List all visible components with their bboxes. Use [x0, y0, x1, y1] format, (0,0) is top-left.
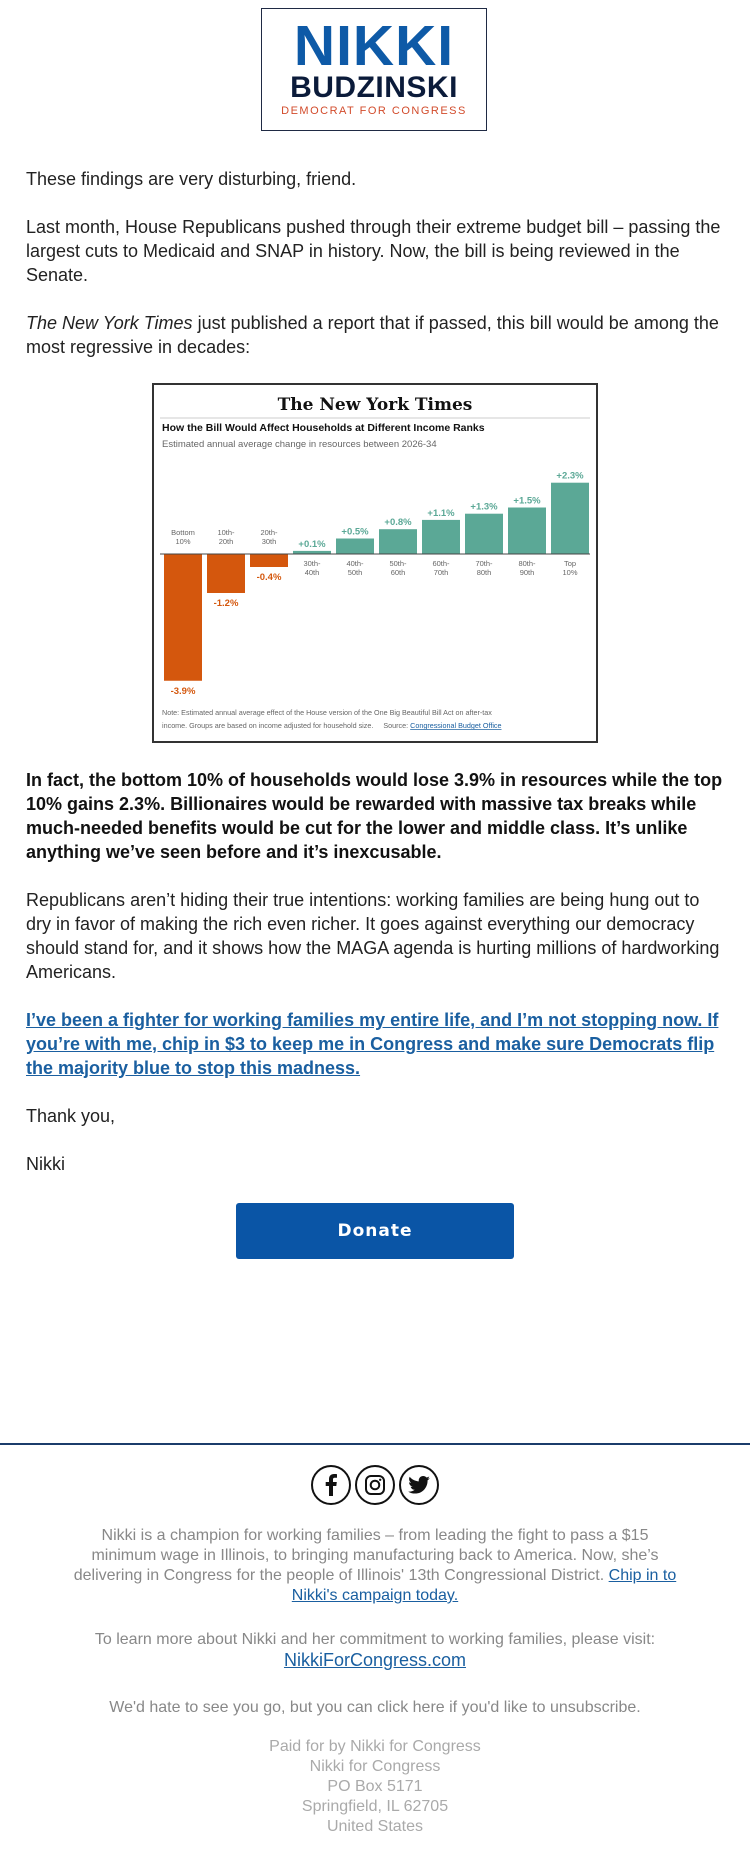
nyt-chart — [152, 383, 598, 743]
bar-5 — [336, 539, 374, 555]
footer-po-box: PO Box 5171 — [327, 1778, 423, 1795]
category-label-3: 20th-30th — [260, 528, 278, 546]
bar-6 — [379, 529, 417, 554]
logo-tagline: DEMOCRAT FOR CONGRESS — [281, 105, 467, 117]
bar-2 — [207, 554, 245, 593]
footer-city: Springfield, IL 62705 — [301, 1798, 449, 1815]
logo-last-name: BUDZINSKI — [290, 71, 458, 104]
chip-in-link[interactable]: I’ve been a fighter for working families my entire life, and I’m not stopping now. If you’re with me, chip in $3 to keep me in Congress and make sure Democrats flip the majority blue to stop this madness. — [26, 1010, 719, 1078]
nyt-name: The New York Times — [26, 313, 193, 333]
paragraph-signature: Nikki — [26, 1154, 65, 1174]
paragraph-chip-in — [26, 1008, 726, 1080]
category-label-1: Bottom 10% — [171, 528, 195, 546]
chart-note-line2-text: income. Groups are based on income adjusted for household size. — [162, 721, 374, 730]
campaign-logo — [261, 8, 487, 131]
bar-7 — [422, 520, 460, 554]
footer-disclaimer — [70, 1737, 680, 1837]
category-label-10: Top 10% — [562, 559, 578, 577]
footer-learn-more — [70, 1630, 680, 1672]
footer-unsubscribe[interactable] — [70, 1698, 680, 1718]
footer-unsubscribe-text[interactable]: We'd hate to see you go, but you can click here if you'd like to unsubscribe. — [109, 1699, 641, 1716]
bar-value-label-8: +1.3% — [470, 501, 498, 513]
facebook-icon[interactable] — [311, 1465, 351, 1505]
footer-learn-text: To learn more about Nikki and her commitment to working families, please visit: — [94, 1631, 656, 1648]
category-label-4: 30th-40th — [303, 559, 321, 577]
category-label-2: 10th-20th — [217, 528, 235, 546]
footer-bio — [70, 1526, 680, 1606]
facebook-glyph — [323, 1474, 339, 1496]
category-label-7: 60th-70th — [432, 559, 450, 577]
bar-value-label-6: +0.8% — [384, 517, 412, 529]
chart-note-line1: Note: Estimated annual average effect of the House version of the One Big Beautiful Bill Act on after-tax — [162, 708, 492, 717]
footer-paid-for: Paid for by Nikki for Congress — [269, 1738, 481, 1755]
chart-title: How the Bill Would Affect Households at Different Income Ranks — [162, 422, 485, 434]
instagram-icon[interactable] — [355, 1465, 395, 1505]
chart-source-label: Source: — [383, 721, 411, 730]
bar-value-label-1: -3.9% — [170, 685, 196, 697]
instagram-glyph — [364, 1474, 386, 1496]
paragraph-nyt-report — [26, 311, 726, 359]
nyt-report-text: just published a report that if passed, this bill would be among the most regressive in decades: — [26, 313, 719, 357]
footer-website-link[interactable]: NikkiForCongress.com — [283, 1650, 467, 1670]
paragraph-republicans: Republicans aren’t hiding their true intentions: working families are being hung out to dry in favor of making the rich even richer. It goes against everything our democracy should stand for, and it shows how the MAGA agenda is hurting millions of hardworking Americans. — [26, 890, 720, 982]
footer-chip-in-link[interactable]: Chip in to Nikki's campaign today. — [291, 1567, 677, 1604]
bar-value-label-4: +0.1% — [298, 538, 326, 550]
bar-value-label-9: +1.5% — [513, 495, 541, 507]
footer-divider — [0, 1443, 750, 1445]
chart-svg — [154, 385, 596, 741]
bar-10 — [551, 483, 589, 554]
bar-value-label-5: +0.5% — [341, 526, 369, 538]
twitter-glyph — [408, 1476, 430, 1494]
bar-value-label-7: +1.1% — [427, 507, 455, 519]
logo-first-name: NIKKI — [293, 14, 455, 78]
footer-country: United States — [326, 1818, 424, 1835]
bar-3 — [250, 554, 288, 567]
bar-8 — [465, 514, 503, 554]
paragraph-greeting: These findings are very disturbing, friend. — [26, 169, 357, 189]
bar-value-label-2: -1.2% — [213, 598, 239, 609]
chart-masthead: The New York Times — [277, 395, 473, 415]
paragraph-key-finding: In fact, the bottom 10% of households would lose 3.9% in resources while the top 10% gains 2.3%. Billionaires would be rewarded with massive tax breaks while much-needed benefits would be cut for the lower and middle class. It’s unlike anything we’ve seen before and it’s inexcusable. — [26, 770, 723, 862]
category-label-5: 40th-50th — [346, 559, 364, 577]
paragraph-thank-you: Thank you, — [26, 1106, 116, 1126]
footer-bio-text: Nikki is a champion for working families – from leading the fight to pass a $15 minimum wage in Illinois, to bringing manufacturing back to America. Now, she’s delivering in Congress for the people of Illinois' 13th Congressional District. — [73, 1527, 659, 1584]
bar-9 — [508, 508, 546, 555]
donate-button[interactable]: Donate — [236, 1203, 514, 1259]
chart-note-line2 — [162, 721, 502, 730]
chart-subtitle: Estimated annual average change in resources between 2026-34 — [162, 439, 437, 450]
chart-bars — [160, 471, 590, 697]
chart-source-link[interactable]: Congressional Budget Office — [410, 721, 502, 730]
category-label-8: 70th-80th — [475, 559, 493, 577]
bar-value-label-10: +2.3% — [556, 470, 584, 482]
paragraph-budget-bill: Last month, House Republicans pushed through their extreme budget bill – passing the largest cuts to Medicaid and SNAP in history. Now, the bill is being reviewed in the Senate. — [26, 217, 721, 285]
category-label-9: 80th-90th — [518, 559, 536, 577]
bar-1 — [164, 554, 202, 681]
footer-org: Nikki for Congress — [309, 1758, 441, 1775]
bar-value-label-3: -0.4% — [256, 572, 282, 583]
category-label-6: 50th-60th — [389, 559, 407, 577]
twitter-icon[interactable] — [399, 1465, 439, 1505]
